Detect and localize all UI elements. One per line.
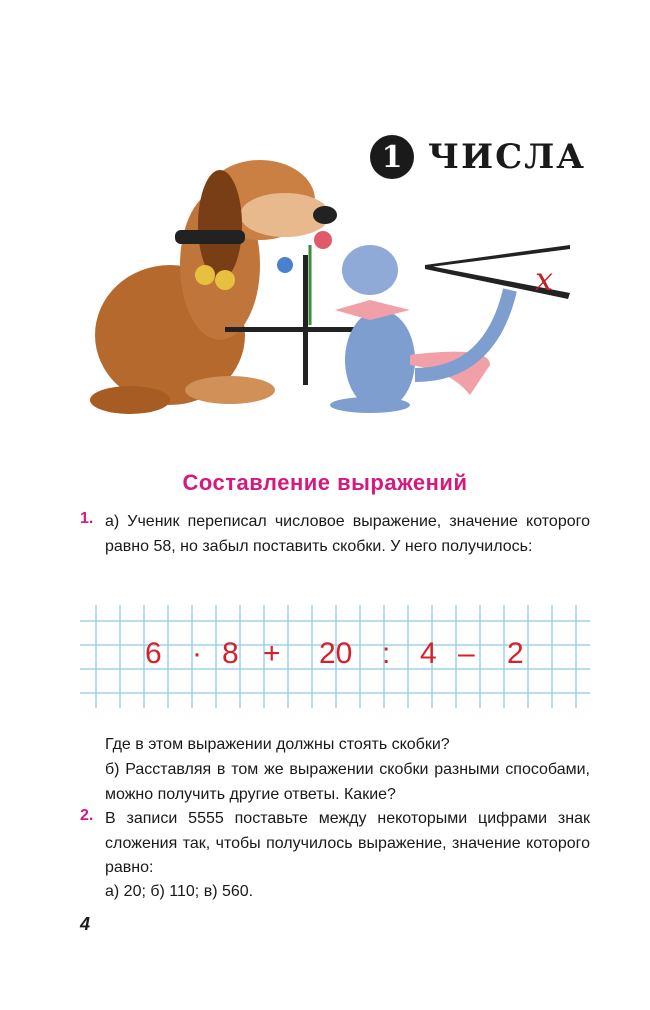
- expr-token: +: [263, 637, 281, 670]
- page-number: 4: [80, 914, 91, 934]
- expr-token: 2: [507, 637, 524, 670]
- cat-illustration: [330, 245, 510, 413]
- chapter-heading: [370, 135, 586, 179]
- expr-token: ·: [192, 637, 202, 670]
- task-2-answers: а) 20; б) 110; в) 560.: [105, 883, 254, 900]
- section-title: Составление выражений: [182, 470, 468, 495]
- task-1-part-a: а) Ученик переписал числовое выражение, значение которого равно 58, но забыл поставить скобки. У него получилось:: [105, 513, 590, 555]
- dog-illustration: [90, 160, 337, 414]
- expr-token: 20: [319, 637, 353, 670]
- task-1-question: Где в этом выражении должны стоять скобки?: [105, 736, 450, 753]
- task-1-part-b: б) Расставляя в том же выражении скобки разными способами, можно получить другие ответы. Какие?: [105, 761, 590, 803]
- chapter-number-badge: 1: [370, 135, 414, 179]
- expr-token: 8: [222, 637, 239, 670]
- expr-token: 6: [145, 637, 162, 670]
- chapter-title: ЧИСЛА: [428, 137, 586, 177]
- svg-text:x: x: [535, 260, 554, 298]
- expr-token: 4: [420, 637, 437, 670]
- expr-token: –: [458, 637, 475, 670]
- task-1-number: 1.: [80, 510, 94, 527]
- task-2-number: 2.: [80, 807, 94, 824]
- expr-token: :: [382, 637, 391, 670]
- task-2-text: В записи 5555 поставьте между некоторыми цифрами знак сложения так, чтобы получилось выражение, значение которого равно:: [105, 810, 590, 876]
